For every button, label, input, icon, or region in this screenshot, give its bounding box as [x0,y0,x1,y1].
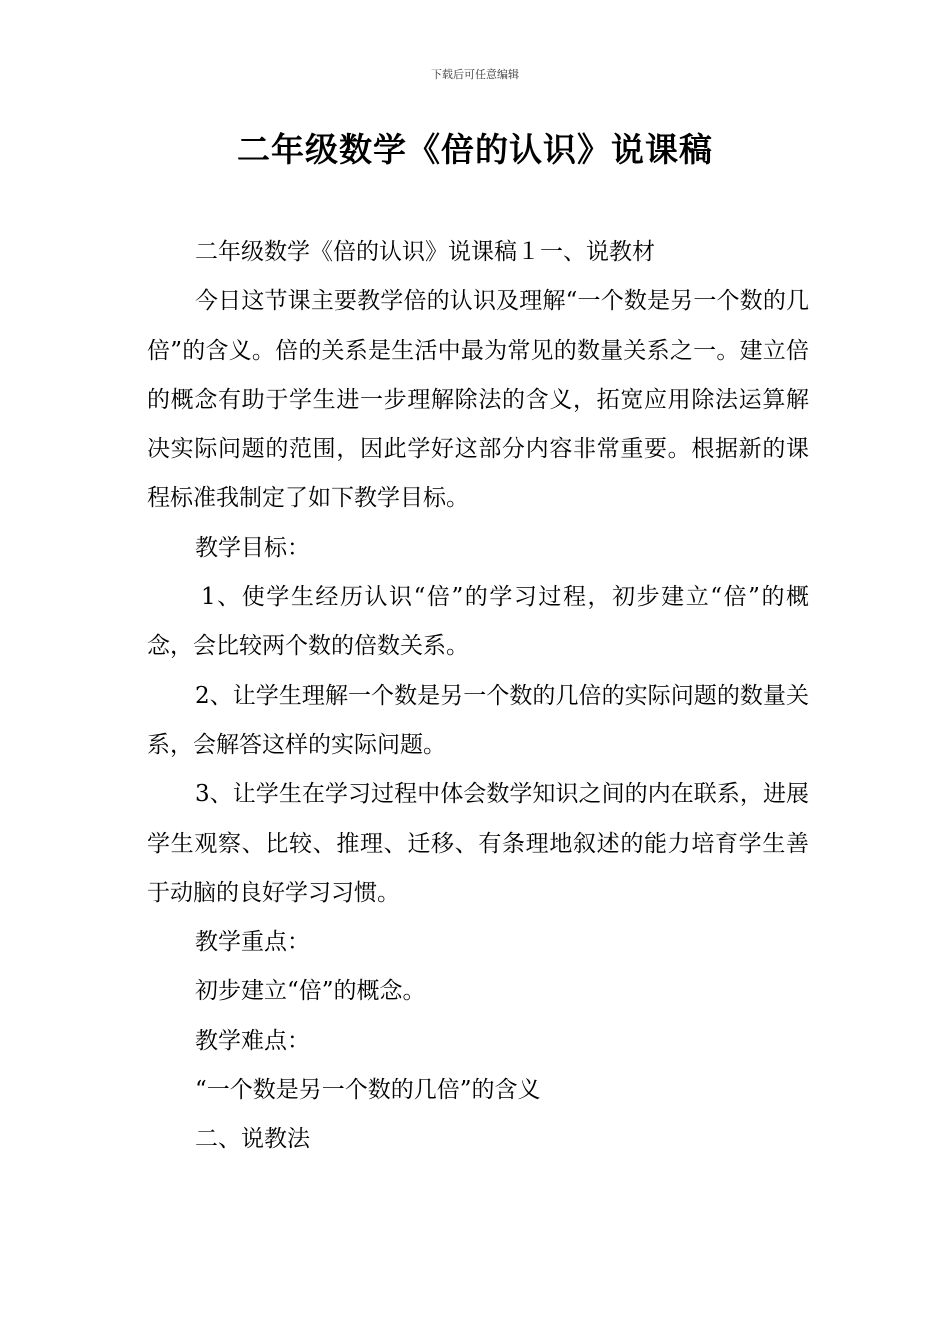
paragraph-key-point: 初步建立“倍”的概念。 [195,978,426,1005]
paragraph-difficulty-heading: 教学难点： [195,1027,310,1054]
paragraph-objective-1: 1、使学生经历认识“倍”的学习过程，初步建立“倍”的概念，会比较两个数的倍数关系。 [147,584,809,660]
paragraph-objective-3: 3、让学生在学习过程中体会数学知识之间的内在联系，进展学生观察、比较、推理、迁移、有条理地叙述的能力培育学生善于动脑的良好学习习惯。 [147,781,809,906]
document-title: 二年级数学《倍的认识》说课稿 [237,130,713,169]
paragraph-teaching-method-heading: 二、说教法 [195,1126,310,1153]
document-body [147,228,809,1165]
paragraph-objective-2: 2、让学生理解一个数是另一个数的几倍的实际问题的数量关系，会解答这样的实际问题。 [147,682,809,758]
paragraph-key-point-heading: 教学重点： [195,929,310,956]
paragraph-objectives-heading: 教学目标： [195,534,310,561]
paragraph-teaching-material: 今日这节课主要教学倍的认识及理解“一个数是另一个数的几倍”的含义。倍的关系是生活中最为常见的数量关系之一。建立倍的概念有助于学生进一步理解除法的含义，拓宽应用除法运算解决实际问题的范围，因此学好这部分内容非常重要。根据新的课程标准我制定了如下教学目标。 [147,288,809,512]
header-note: 下载后可任意编辑 [431,68,519,81]
paragraph-difficulty: “一个数是另一个数的几倍”的含义 [195,1077,541,1104]
paragraph-intro-heading: 二年级数学《倍的认识》说课稿１一、说教材 [195,239,655,265]
